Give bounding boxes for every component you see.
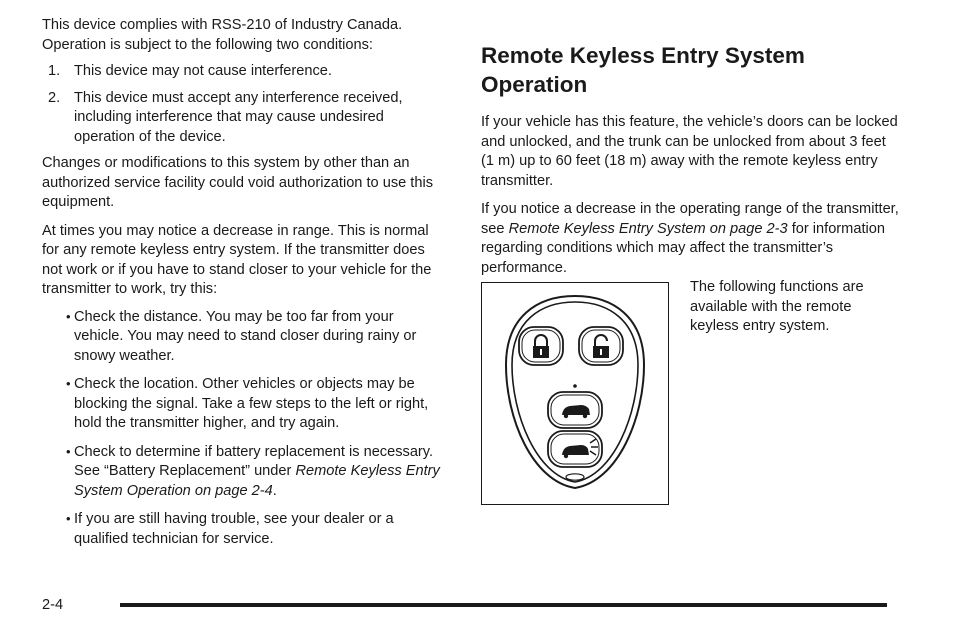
list-item — [42, 62, 447, 82]
rke-intro-paragraph: If your vehicle has this feature, the vehicle’s doors can be locked and unlocked, and the trunk can be unlocked from about 3 feet (1 m) up to 60 feet (18 m) away with the remote keyless entry transmitter. — [481, 114, 898, 189]
cross-reference-link[interactable]: Remote Keyless Entry System on page 2-3 — [508, 220, 788, 237]
paragraph-text-end: for information regarding conditions which may affect the transmitter’s performance. — [481, 220, 885, 276]
list-item — [42, 443, 447, 502]
section-heading: Remote Keyless Entry System Operation — [481, 43, 805, 97]
trunk-button-icon — [548, 384, 602, 428]
lock-button-icon — [519, 327, 563, 365]
bullet-text: Check the location. Other vehicles or objects may be blocking the signal. Take a few steps to the left or right, hold the transmitter higher, and try again. — [74, 376, 429, 431]
key-fob-illustration — [482, 283, 668, 504]
right-column — [481, 0, 901, 334]
paragraph-text: If you notice a decrease in the operating range of the transmitter, see — [481, 201, 899, 237]
troubleshoot-list — [42, 308, 447, 550]
list-text: This device may not cause interference. — [74, 63, 332, 79]
range-paragraph: At times you may notice a decrease in range. This is normal for any remote keyless entry system. If the transmitter does not work or if you have to stand closer to your vehicle for the transmitter to work, try this: — [42, 222, 432, 297]
bullet-icon: • — [66, 511, 71, 526]
list-item — [42, 89, 447, 148]
transmitter-figure — [481, 282, 669, 505]
unlock-button-icon — [579, 327, 623, 365]
panic-button-icon — [548, 431, 602, 467]
left-column — [42, 0, 447, 558]
bullet-text: If you are still having trouble, see your dealer or a qualified technician for service. — [74, 511, 394, 547]
figure-caption: The following functions are available with the remote keyless entry system. — [690, 279, 864, 334]
footer-rule — [120, 603, 887, 607]
cross-reference-link[interactable]: Remote Keyless Entry System Operation on page 2-4 — [74, 463, 440, 499]
bullet-icon: • — [66, 376, 71, 391]
list-number: 1. — [48, 63, 61, 79]
bullet-icon: • — [66, 443, 71, 459]
list-item — [42, 308, 447, 367]
list-item — [42, 510, 447, 549]
bullet-text-end: . — [272, 482, 277, 499]
list-item — [42, 375, 447, 434]
page-number: 2-4 — [42, 597, 64, 613]
changes-paragraph: Changes or modifications to this system by other than an authorized service facility could void authorization to use this equipment. — [42, 155, 433, 210]
bullet-icon: • — [66, 308, 71, 324]
list-text: This device must accept any interference received, including interference that may cause undesired operation of the device. — [74, 89, 403, 145]
bullet-text: Check the distance. You may be too far from your vehicle. You may need to stand closer during rainy or snowy weather. — [74, 308, 417, 364]
bullet-text: Check to determine if battery replacement is necessary. See “Battery Replacement” under — [74, 443, 434, 479]
intro-paragraph: This device complies with RSS-210 of Industry Canada. Operation is subject to the following two conditions: — [42, 17, 403, 53]
list-number: 2. — [48, 89, 61, 106]
range-reference-paragraph — [481, 200, 901, 278]
conditions-list — [42, 62, 447, 147]
